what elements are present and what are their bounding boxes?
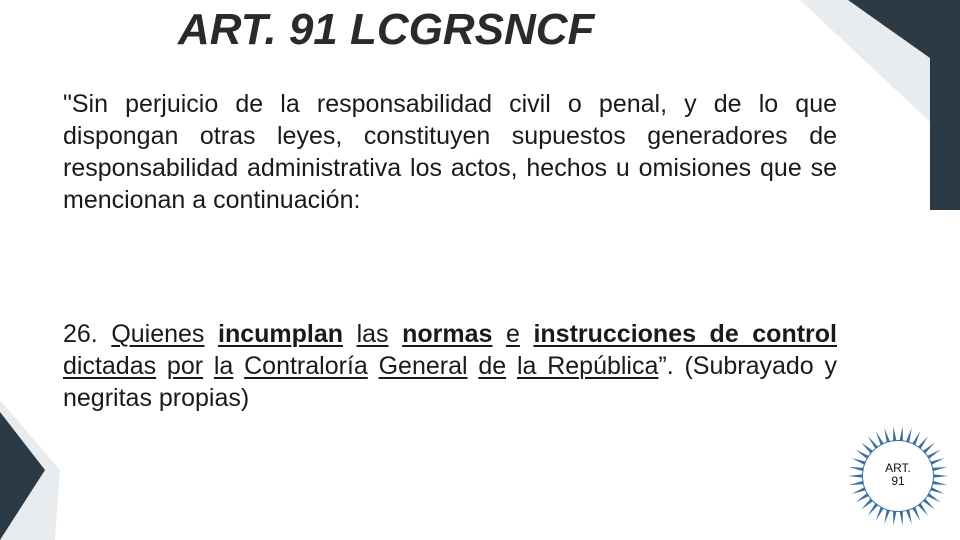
badge-line2: 91 [891,474,905,488]
bold-underlined-text: incumplan [218,320,344,348]
underlined-text: Quienes [111,320,205,348]
article-fraction-paragraph [63,318,837,414]
underlined-text: e [505,320,520,348]
article-seal-badge [846,424,950,528]
article-paragraph: "Sin perjuicio de la responsabilidad civil o penal, y de lo que dispongan otras leyes, constituyen supuestos generadores de responsabilidad administrativa los actos, hechos u omisiones que se mencionan a continuación: [63,90,837,214]
underlined-text: por [166,352,204,380]
bold-underlined-text: normas [402,320,493,348]
underlined-text: dictadas [63,352,157,380]
underlined-text: Contraloría [244,352,368,380]
underlined-text: la República [516,352,659,380]
underlined-text: las [356,320,389,348]
underlined-text: de [478,352,507,380]
underlined-text: General [378,352,468,380]
closing-note: ”. (Subrayado y negritas propias) [63,352,837,412]
slide-title: ART. 91 LCGRSNCF [178,5,595,54]
bold-underlined-text: instrucciones de control [533,320,837,348]
badge-line1: ART. [885,461,911,475]
underlined-text: la [213,352,234,380]
fraction-number: 26. [63,320,112,348]
